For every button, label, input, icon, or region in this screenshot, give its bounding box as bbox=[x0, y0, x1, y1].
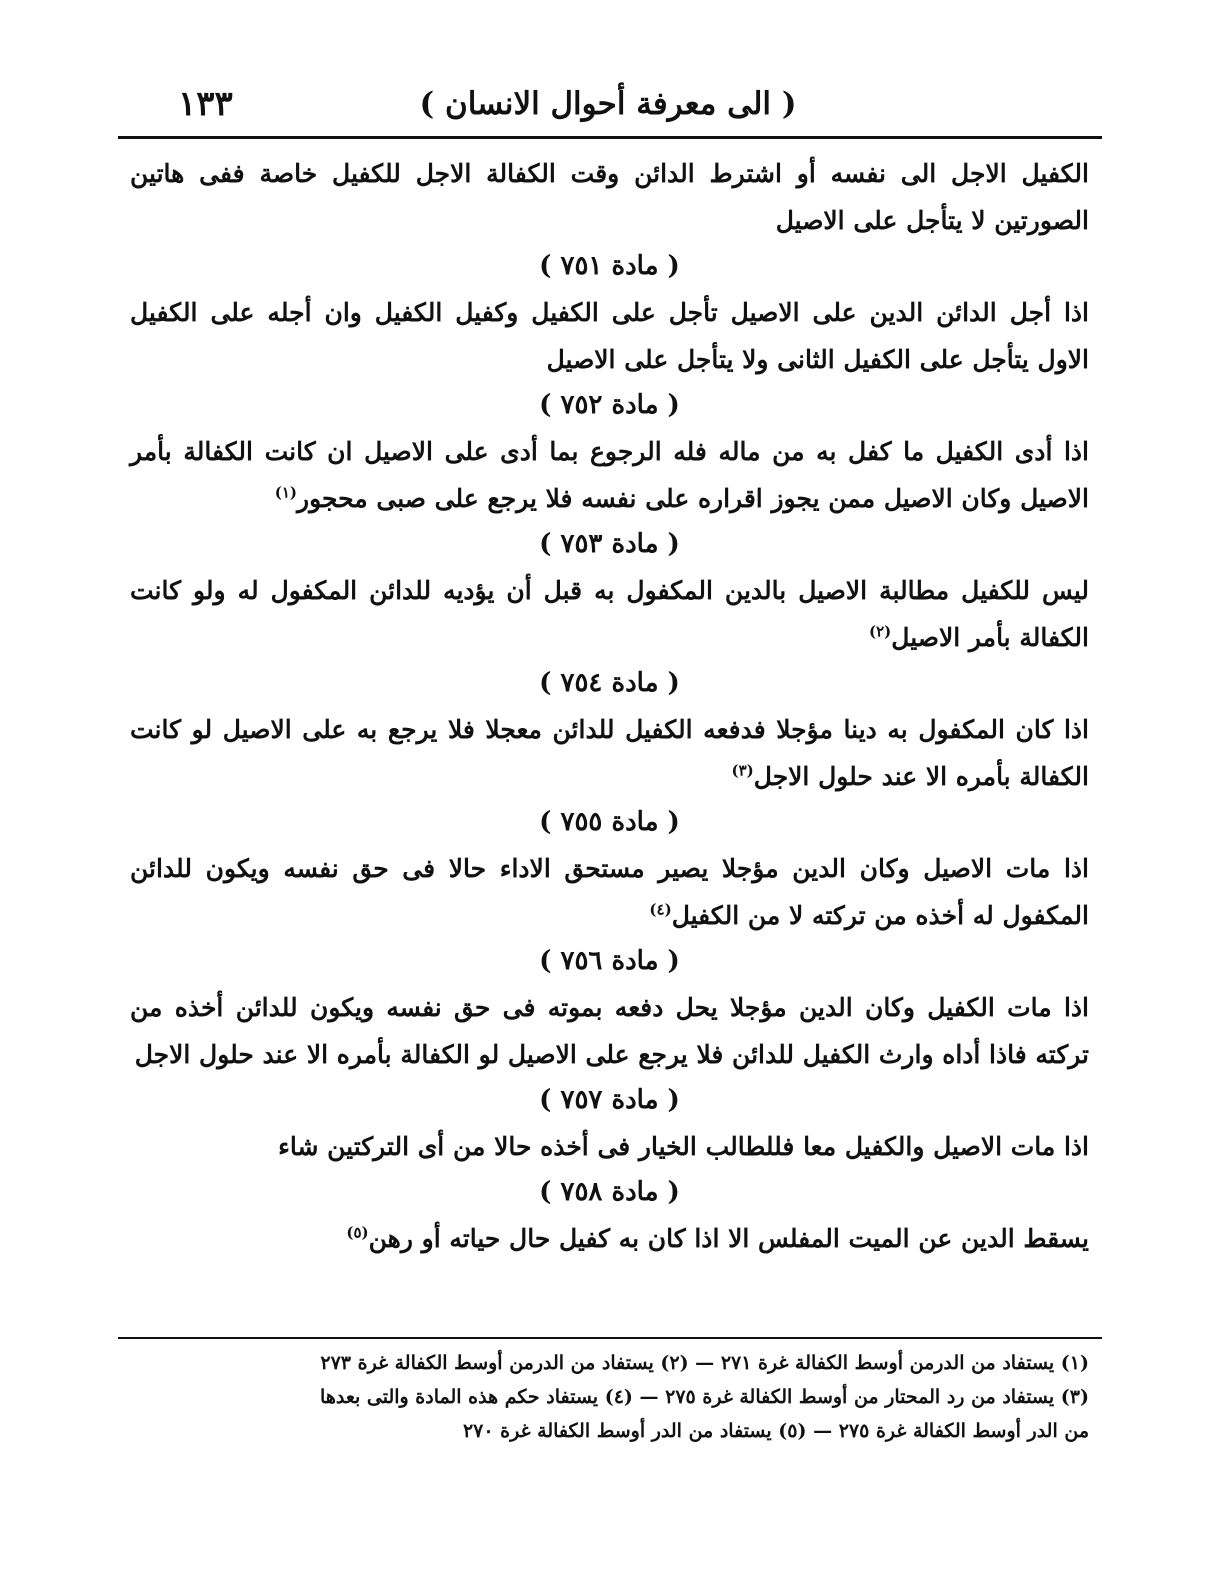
article-text bbox=[130, 984, 1089, 1078]
article-text bbox=[130, 706, 1089, 800]
article-text bbox=[130, 289, 1089, 383]
page-number: ١٣٣ bbox=[178, 84, 233, 124]
article-body: اذا كان المكفول به دينا مؤجلا فدفعه الكفيل للدائن معجلا فلا يرجع به على الاصيل لو كانت الكفالة بأمره الا عند حلول الاجل bbox=[130, 715, 1089, 791]
page-header bbox=[120, 72, 1096, 132]
article-heading: ( مادة ٧٥٤ ) bbox=[539, 668, 680, 698]
footnote-ref: (١) bbox=[274, 483, 297, 502]
article-text bbox=[130, 1215, 1089, 1262]
article-body: اذا مات الاصيل والكفيل معا فللطالب الخيار فى أخذه حالا من أى التركتين شاء bbox=[278, 1132, 1089, 1161]
footnote-ref: (٥) bbox=[346, 1223, 369, 1242]
header-rule bbox=[118, 136, 1102, 139]
footnote-rule bbox=[118, 1337, 1102, 1339]
footnote-ref: (٣) bbox=[731, 761, 754, 780]
article-body: اذا أجل الدائن الدين على الاصيل تأجل على الكفيل وكفيل الكفيل وان أجله على الكفيل الاول يتأجل على الكفيل الثانى ولا يتأجل على الاصيل bbox=[130, 298, 1089, 374]
article-heading: ( مادة ٧٥٣ ) bbox=[539, 529, 680, 559]
article-heading: ( مادة ٧٥٨ ) bbox=[539, 1177, 680, 1207]
article-text bbox=[130, 845, 1089, 939]
footnote-line: (١) يستفاد من الدرمن أوسط الكفالة غرة ٢٧١ — (٢) يستفاد من الدرمن أوسط الكفالة غرة ٢٧٣ bbox=[320, 1352, 1089, 1374]
article-text bbox=[130, 567, 1089, 661]
article-heading: ( مادة ٧٥٢ ) bbox=[539, 390, 680, 420]
article-heading: ( مادة ٧٥٦ ) bbox=[539, 946, 680, 976]
intro-paragraph: الكفيل الاجل الى نفسه أو اشترط الدائن وقت الكفالة الاجل للكفيل خاصة ففى هاتين الصورتين لا يتأجل على الاصيل bbox=[130, 159, 1089, 235]
article-body: اذا مات الاصيل وكان الدين مؤجلا يصير مستحق الاداء حالا فى حق نفسه ويكون للدائن المكفول له أخذه من تركته لا من الكفيل bbox=[130, 854, 1089, 930]
article-body: ليس للكفيل مطالبة الاصيل بالدين المكفول به قبل أن يؤديه للدائن المكفول له ولو كانت الكفالة بأمر الاصيل bbox=[130, 576, 1089, 652]
main-text bbox=[130, 150, 1089, 1262]
footnote-ref: (٢) bbox=[868, 622, 892, 641]
article-text bbox=[130, 428, 1089, 522]
article-heading: ( مادة ٧٥٥ ) bbox=[539, 807, 680, 837]
footnote-line: من الدر أوسط الكفالة غرة ٢٧٥ — (٥) يستفاد من الدر أوسط الكفالة غرة ٢٧٠ bbox=[462, 1420, 1089, 1442]
article-body: اذا مات الكفيل وكان الدين مؤجلا يحل دفعه بموته فى حق نفسه ويكون للدائن أخذه من تركته فاذا أداه وارث الكفيل للدائن فلا يرجع على الاصيل لو الكفالة بأمره الا عند حلول الاجل bbox=[130, 993, 1090, 1069]
article-body: يسقط الدين عن الميت المفلس الا اذا كان به كفيل حال حياته أو رهن bbox=[368, 1224, 1089, 1253]
running-title: ( الى معرفة أحوال الانسان ) bbox=[419, 86, 797, 122]
article-text bbox=[130, 1123, 1089, 1170]
footnote-line: (٣) يستفاد من رد المحتار من أوسط الكفالة غرة ٢٧٥ — (٤) يستفاد حكم هذه المادة والتى بعدها bbox=[320, 1386, 1089, 1408]
article-heading: ( مادة ٧٥١ ) bbox=[539, 251, 680, 281]
footnotes bbox=[118, 1346, 1089, 1448]
article-heading: ( مادة ٧٥٧ ) bbox=[539, 1085, 680, 1115]
footnote-ref: (٤) bbox=[649, 900, 672, 919]
article-body: اذا أدى الكفيل ما كفل به من ماله فله الرجوع بما أدى على الاصيل ان كانت الكفالة بأمر الاصيل وكان الاصيل ممن يجوز اقراره على نفسه فلا يرجع على صبى محجور bbox=[130, 437, 1089, 513]
